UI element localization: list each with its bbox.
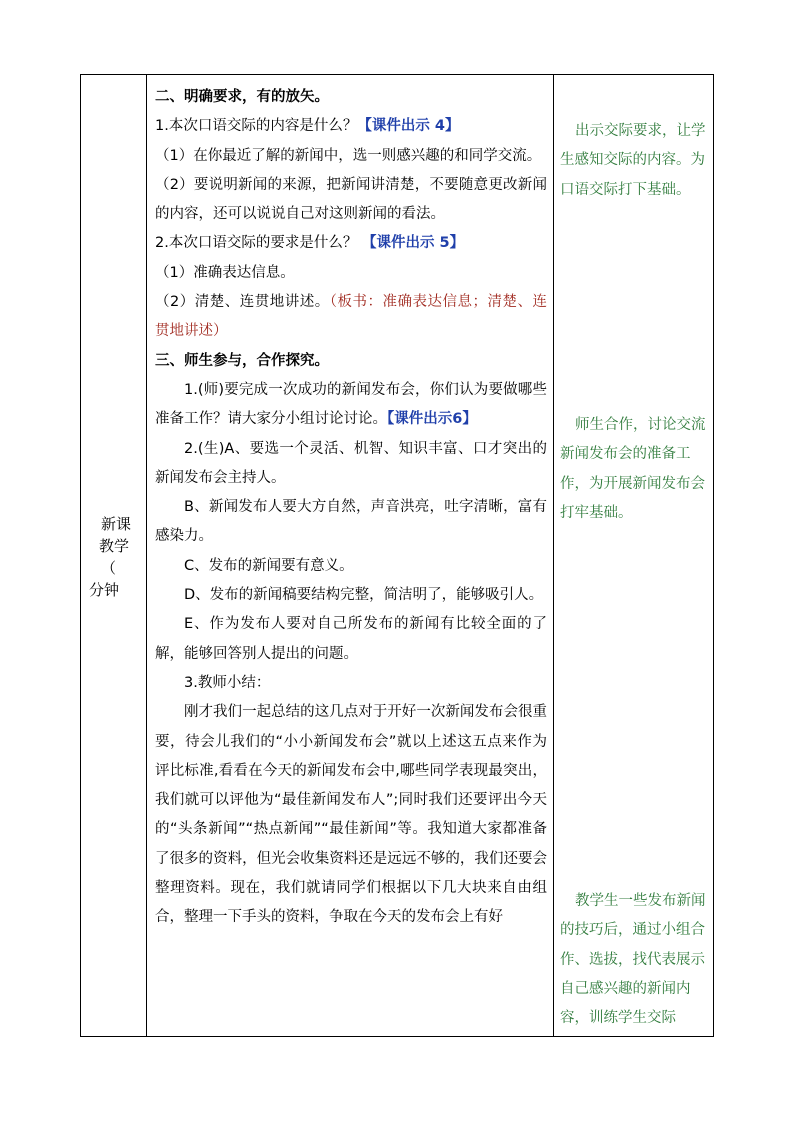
question-2 bbox=[147, 229, 553, 258]
question-1 bbox=[147, 112, 553, 141]
board-note: （板书：准确表达信息；清楚、连贯地讲述） bbox=[155, 294, 547, 340]
section-2-title: 二、明确要求，有的放矢。 bbox=[155, 89, 329, 105]
teacher-question bbox=[147, 376, 553, 435]
teacher-question-text: 1.(师)要完成一次成功的新闻发布会，你们认为要做哪些准备工作？请大家分小组讨论讨论。 bbox=[155, 381, 547, 428]
section-label-column bbox=[81, 75, 146, 1036]
label-line: （ bbox=[101, 559, 117, 577]
design-note-1: 出示交际要求，让学生感知交际的内容。为口语交际打下基础。 bbox=[560, 123, 706, 198]
student-point-e: E、作为发布人要对自己所发布的新闻有比较全面的了解，能够回答别人提出的问题。 bbox=[155, 616, 547, 662]
requirement-4 bbox=[147, 288, 553, 347]
student-point-d: D、发布的新闻稿要结构完整，简洁明了，能够吸引人。 bbox=[184, 587, 544, 604]
student-point-b: B、新闻发布人要大方自然，声音洪亮，吐字清晰，富有感染力。 bbox=[155, 499, 547, 545]
question-1-text: 1.本次口语交际的内容是什么？ bbox=[155, 118, 358, 135]
lesson-table bbox=[80, 74, 714, 1037]
label-line: 教学 bbox=[99, 537, 130, 555]
question-2-text: 2.本次口语交际的要求是什么？ bbox=[155, 235, 362, 252]
courseware-tag: 【课件出示 5】 bbox=[361, 235, 465, 252]
label-line: 分钟 bbox=[89, 581, 120, 599]
notes-column bbox=[554, 75, 713, 1036]
design-note-3: 教学生一些发布新闻的技巧后，通过小组合作、选拔，找代表展示自己感兴趣的新闻内容，训练学生交际 bbox=[560, 893, 706, 1027]
student-point-a: 2.(生)A、要选一个灵活、机智、知识丰富、口才突出的新闻发布会主持人。 bbox=[155, 440, 547, 486]
design-note-2: 师生合作，讨论交流新闻发布会的准备工作，为开展新闻发布会打牢基础。 bbox=[560, 417, 706, 521]
requirement-1: （1）在你最近了解的新闻中，选一则感兴趣的和同学交流。 bbox=[155, 147, 542, 164]
content-column bbox=[147, 75, 553, 1036]
student-point-c: C、发布的新闻要有意义。 bbox=[184, 557, 354, 574]
summary-body: 刚才我们一起总结的这几点对于开好一次新闻发布会很重要，待会儿我们的“小小新闻发布会”就以上述这五点来作为评比标准,看看在今天的新闻发布会中,哪些同学表现最突出，我们就可以评他为“最佳新闻发布人”;同时我们还要评出今天的“头条新闻”“热点新闻”“最佳新闻”等。我知道大家都准备了很多的资料，但光会收集资料还是远远不够的，我们还要会整理资料。现在，我们就请同学们根据以下几大块来自由组合，整理一下手头的资料，争取在今天的发布会上有好 bbox=[155, 704, 547, 926]
courseware-tag: 【课件出示 4】 bbox=[357, 118, 460, 135]
requirement-2: （2）要说明新闻的来源，把新闻讲清楚，不要随意更改新闻的内容，还可以说说自己对这则新闻的看法。 bbox=[155, 176, 547, 223]
courseware-tag: 【课件出示6】 bbox=[387, 411, 477, 428]
summary-title: 3.教师小结： bbox=[184, 674, 271, 691]
label-line: 新课 bbox=[101, 515, 132, 533]
section-3-title: 三、师生参与，合作探究。 bbox=[155, 352, 329, 369]
requirement-4-text: （2）清楚、连贯地讲述。 bbox=[155, 294, 330, 311]
section-label bbox=[84, 513, 144, 601]
requirement-3: （1）准确表达信息。 bbox=[155, 264, 295, 281]
